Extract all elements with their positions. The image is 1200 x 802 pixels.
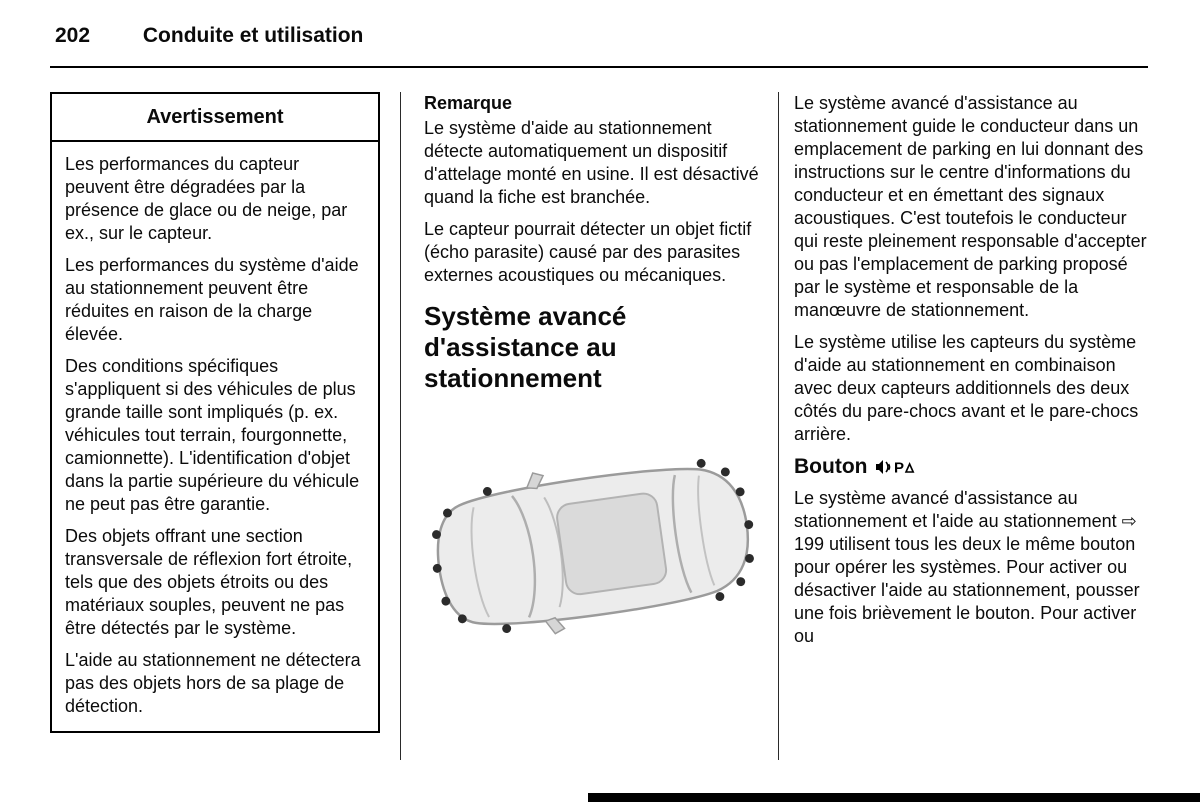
warning-paragraph: Les performances du système d'aide au stationnement peuvent être réduites en raison de la charge élevée. — [65, 255, 359, 344]
page-header — [55, 24, 363, 48]
park-assist-icon — [874, 457, 916, 477]
bouton-heading — [794, 455, 1150, 478]
warning-paragraph: L'aide au stationnement ne détectera pas des objets hors de sa plage de détection. — [65, 650, 361, 716]
note-paragraph: Le système d'aide au stationnement détecte automatiquement un dispositif d'attelage monté en usine. Il est désactivé quand la fiche est branchée. — [424, 118, 759, 207]
column-divider — [778, 92, 779, 760]
section-title-line: stationnement — [424, 363, 602, 393]
section-title-line: Système avancé — [424, 301, 627, 331]
chapter-title: Conduite et utilisation — [142, 24, 364, 47]
section-title — [424, 301, 764, 394]
body-paragraph: Le système utilise les capteurs du système d'aide au stationnement en combinaison avec deux capteurs additionnels des deux côtés du pare-chocs avant et le pare-chocs arrière. — [794, 332, 1139, 444]
warning-title: Avertissement — [52, 94, 378, 142]
bouton-heading-label: Bouton — [794, 455, 868, 478]
body-paragraph: Le système avancé d'assistance au stationnement et l'aide au stationnement ⇨ 199 utilisent tous les deux le même bouton pour opérer les systèmes. Pour activer ou désactiver l'aide au stationnement, pousser une fois brièvement le bouton. Pour activer ou — [794, 488, 1140, 646]
bottom-scan-bar — [588, 793, 1200, 802]
svg-text:P: P — [894, 459, 905, 476]
note-title: Remarque — [424, 93, 513, 113]
warning-paragraph: Des conditions spécifiques s'appliquent si des véhicules de plus grande taille sont impliqués (p. ex. véhicules tout terrain, fourgonnette, camionnette). L'identification d'objet dans la partie supérieure du véhicule ne peut pas être garantie. — [65, 356, 360, 514]
header-rule — [50, 66, 1148, 68]
middle-column — [424, 92, 764, 682]
right-column — [794, 92, 1150, 657]
warning-paragraph: Les performances du capteur peuvent être dégradées par la présence de glace ou de neige, par ex., sur le capteur. — [65, 154, 348, 243]
note-paragraph: Le capteur pourrait détecter un objet fictif (écho parasite) causé par des parasites externes acoustiques ou mécaniques. — [424, 219, 752, 285]
car-top-view-figure — [424, 410, 762, 682]
page-number: 202 — [55, 24, 91, 47]
car-top-view-image — [424, 410, 762, 682]
section-title-line: d'assistance au — [424, 332, 617, 362]
column-divider — [400, 92, 401, 760]
body-paragraph: Le système avancé d'assistance au stationnement guide le conducteur dans un emplacement de parking en lui donnant des instructions sur le centre d'informations du conducteur et en émettant des signaux acoustiques. C'est toutefois le conducteur qui reste pleinement responsable d'accepter ou pas l'emplacement de parking proposé par le système et responsable de la manœuvre de stationnement. — [794, 93, 1147, 320]
warning-paragraph: Des objets offrant une section transversale de réflexion fort étroite, tels que des objets étroits ou des matériaux souples, peuvent ne pas être détectés par le système. — [65, 526, 353, 638]
left-column — [50, 92, 380, 733]
warning-body — [52, 142, 378, 731]
warning-box — [50, 92, 380, 733]
